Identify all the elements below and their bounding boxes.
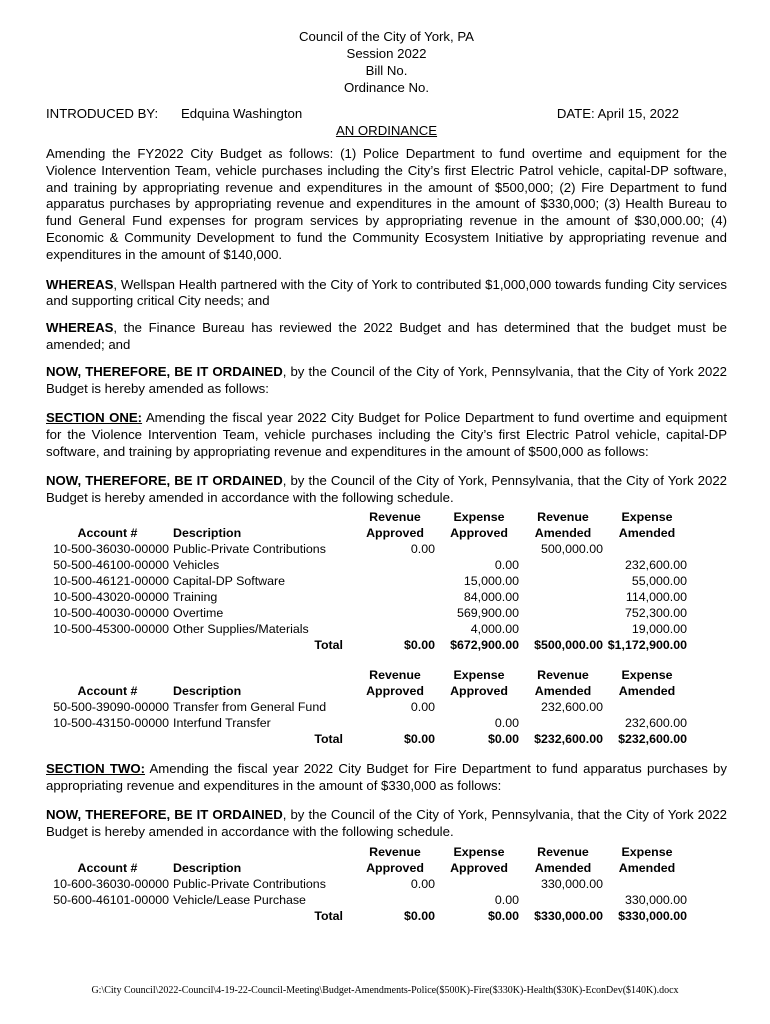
header-revenue-amended (523, 667, 607, 699)
total-revenue-approved: $0.00 (403, 638, 435, 653)
revenue-approved: 0.00 (410, 700, 435, 715)
expense-approved (439, 699, 523, 715)
ordained-paragraph-3 (46, 807, 727, 841)
header-account: Account # (77, 526, 138, 541)
header-revenue-amended-line1: Revenue (537, 510, 589, 525)
section-one-label: SECTION ONE: (46, 410, 143, 426)
total-spacer (46, 731, 173, 747)
bill-no: Bill No. (365, 63, 408, 78)
revenue-amended (523, 715, 607, 731)
account-number: 10-500-40030-00000 (53, 606, 169, 621)
header-expense-approved-line2: Approved (450, 684, 508, 699)
total-label: Total (314, 732, 343, 747)
expense-approved: 0.00 (494, 558, 519, 573)
table-row (46, 892, 691, 908)
total-row (46, 637, 691, 653)
table-header-row (46, 844, 691, 876)
header-expense-amended (607, 844, 691, 876)
header-expense-amended (607, 509, 691, 541)
account-number: 10-500-46121-00000 (53, 574, 169, 589)
header-revenue-approved (355, 844, 439, 876)
budget-table-transfer (46, 667, 727, 747)
total-revenue-amended: $500,000.00 (534, 638, 603, 653)
account-number: 10-500-43150-00000 (53, 716, 169, 731)
revenue-amended: 232,600.00 (540, 700, 603, 715)
header-revenue-amended-line2: Amended (534, 684, 592, 699)
revenue-amended (523, 589, 607, 605)
header-description: Description (173, 526, 242, 541)
account-number: 10-600-36030-00000 (53, 876, 169, 891)
header-account: Account # (77, 684, 138, 699)
whereas-paragraph-2 (46, 320, 727, 354)
expense-amended: 55,000.00 (631, 574, 687, 589)
description: Training (173, 590, 218, 605)
table-row (46, 621, 691, 637)
total-label: Total (314, 908, 343, 923)
header-revenue-amended-line2: Amended (534, 860, 592, 875)
header-revenue-approved (355, 509, 439, 541)
description: Other Supplies/Materials (173, 622, 309, 637)
whereas-label: WHEREAS (46, 276, 114, 292)
section-two-label: SECTION TWO: (46, 761, 145, 777)
header-expense-approved-line1: Expense (453, 668, 505, 683)
section-one-paragraph (46, 410, 727, 460)
revenue-approved (355, 892, 439, 908)
ordinance-date: DATE: April 15, 2022 (556, 106, 679, 121)
total-expense-amended: $1,172,900.00 (607, 638, 687, 653)
header-expense-amended-line2: Amended (618, 860, 676, 875)
header-revenue-amended (523, 844, 607, 876)
revenue-approved: 0.00 (410, 876, 435, 891)
expense-amended (607, 699, 691, 715)
ordained-label: NOW, THEREFORE, BE IT ORDAINED (46, 806, 283, 822)
revenue-amended (523, 557, 607, 573)
total-expense-amended: $330,000.00 (618, 908, 687, 923)
account-number: 50-500-46100-00000 (53, 558, 169, 573)
header-expense-approved (439, 844, 523, 876)
expense-amended: 330,000.00 (624, 892, 687, 907)
total-revenue-amended: $232,600.00 (534, 732, 603, 747)
expense-approved: 84,000.00 (463, 590, 519, 605)
table-row (46, 573, 691, 589)
account-number: 10-500-43020-00000 (53, 590, 169, 605)
expense-approved: 569,900.00 (456, 606, 519, 621)
expense-amended: 232,600.00 (624, 716, 687, 731)
table-header-row (46, 509, 691, 541)
header-expense-amended-line1: Expense (621, 510, 673, 525)
total-revenue-approved: $0.00 (403, 908, 435, 923)
revenue-amended: 500,000.00 (540, 542, 603, 557)
expense-amended: 232,600.00 (624, 558, 687, 573)
total-row (46, 908, 691, 924)
total-expense-approved: $0.00 (487, 908, 519, 923)
header-revenue-amended-line2: Amended (534, 526, 592, 541)
header-revenue-amended-line1: Revenue (537, 844, 589, 859)
description: Vehicles (173, 558, 220, 573)
description: Public-Private Contributions (173, 876, 326, 891)
description: Overtime (173, 606, 224, 621)
document-page (46, 28, 727, 924)
total-spacer (46, 908, 173, 924)
ordained-paragraph-2 (46, 473, 727, 507)
header-description: Description (173, 860, 242, 875)
expense-amended: 752,300.00 (624, 606, 687, 621)
header-account: Account # (77, 860, 138, 875)
ordained-text: , by the Council of the City of York, Pennsylvania, that the City of York 2022 Budget is hereby amended as follows: (46, 363, 727, 396)
description: Interfund Transfer (173, 716, 271, 731)
expense-approved: 4,000.00 (470, 622, 519, 637)
description: Public-Private Contributions (173, 542, 326, 557)
total-revenue-approved: $0.00 (403, 732, 435, 747)
revenue-approved (355, 573, 439, 589)
header-expense-approved-line1: Expense (453, 844, 505, 859)
expense-approved (439, 876, 523, 892)
expense-amended: 19,000.00 (631, 622, 687, 637)
expense-amended (607, 541, 691, 557)
account-number: 50-500-39090-00000 (53, 700, 169, 715)
table-row (46, 699, 691, 715)
header-expense-amended-line2: Amended (618, 684, 676, 699)
header-expense-amended (607, 667, 691, 699)
expense-approved (439, 541, 523, 557)
header-revenue-approved-line1: Revenue (369, 510, 421, 525)
table-row (46, 589, 691, 605)
header-revenue-approved-line2: Approved (366, 684, 424, 699)
table-row (46, 715, 691, 731)
budget-table-police (46, 509, 727, 653)
ordained-text: , by the Council of the City of York, Pennsylvania, that the City of York 2022 Budget is hereby amended in accordance with the following schedule. (46, 806, 727, 839)
account-number: 50-600-46101-00000 (53, 892, 169, 907)
revenue-approved: 0.00 (410, 542, 435, 557)
ordinance-no: Ordinance No. (343, 80, 430, 95)
table-row (46, 541, 691, 557)
header-revenue-amended (523, 509, 607, 541)
description: Capital-DP Software (173, 574, 286, 589)
total-expense-approved: $0.00 (487, 732, 519, 747)
header-description: Description (173, 684, 242, 699)
whereas-label: WHEREAS (46, 320, 114, 336)
expense-approved: 15,000.00 (463, 574, 519, 589)
header-expense-approved-line2: Approved (450, 860, 508, 875)
revenue-amended (523, 605, 607, 621)
section-one-text: Amending the fiscal year 2022 City Budget for Police Department to fund overtime and equipment for the Violence Intervention Team, vehicle purchases including the City’s first Electric Patrol vehicle, capital-DP software, and training by appropriating revenue and expenditures in the amount of $500,000 as follows: (46, 410, 727, 459)
table-row (46, 557, 691, 573)
budget-table (46, 509, 691, 653)
table-row (46, 876, 691, 892)
session: Session 2022 (346, 46, 427, 61)
revenue-amended (523, 621, 607, 637)
revenue-approved (355, 715, 439, 731)
introduced-by-name: Edquina Washington (181, 106, 303, 121)
header-expense-approved (439, 509, 523, 541)
amending-paragraph: Amending the FY2022 City Budget as follows: (1) Police Department to fund overtime and equipment for the Violence Intervention Team, vehicle purchases including the City’s first Electric Patrol vehicle, capital-DP software, and training by appropriating revenue and expenditures in the amount of $500,000; (2) Fire Department to fund apparatus purchases by appropriating revenue and expenditures in the amount of $330,000; (3) Health Bureau to fund General Fund expenses for program services by appropriating revenue in the amount of $30,000.00; (4) Economic & Community Development to fund the Community Ecosystem Initiative by appropriating revenue and expenditures in the amount of $140,000. (46, 146, 727, 262)
ordinance-title: AN ORDINANCE (335, 123, 438, 138)
account-number: 10-500-45300-00000 (53, 622, 169, 637)
account-number: 10-500-36030-00000 (53, 542, 169, 557)
introduced-by-row (46, 105, 727, 122)
table-row (46, 605, 691, 621)
expense-approved: 0.00 (494, 892, 519, 907)
table-header-row (46, 667, 691, 699)
header-revenue-approved-line2: Approved (366, 526, 424, 541)
header-expense-amended-line1: Expense (621, 668, 673, 683)
header-revenue-approved (355, 667, 439, 699)
ordained-label: NOW, THEREFORE, BE IT ORDAINED (46, 363, 283, 379)
budget-table (46, 844, 691, 924)
revenue-amended (523, 573, 607, 589)
header-expense-amended-line2: Amended (618, 526, 676, 541)
total-expense-amended: $232,600.00 (618, 732, 687, 747)
section-two-text: Amending the fiscal year 2022 City Budget for Fire Department to fund apparatus purchases by appropriating revenue and expenditures in the amount of $330,000 as follows: (46, 761, 727, 794)
header-revenue-approved-line2: Approved (366, 860, 424, 875)
header-expense-approved (439, 667, 523, 699)
total-revenue-amended: $330,000.00 (534, 908, 603, 923)
whereas-text: , the Finance Bureau has reviewed the 2022 Budget and has determined that the budget must be amended; and (46, 320, 727, 352)
ordained-paragraph-1 (46, 364, 727, 398)
whereas-text: , Wellspan Health partnered with the City of York to contributed $1,000,000 towards funding City services and supporting critical City needs; and (46, 276, 727, 309)
document-header (46, 28, 727, 96)
total-expense-approved: $672,900.00 (450, 638, 519, 653)
description: Vehicle/Lease Purchase (173, 892, 306, 907)
file-path-footer: G:\City Council\2022-Council\4-19-22-Council-Meeting\Budget-Amendments-Police($500K)-Fire($330K)-Health($30K)-EconDev($140K).docx (91, 985, 679, 996)
ordained-text: , by the Council of the City of York, Pennsylvania, that the City of York 2022 Budget is hereby amended in accordance with the following schedule. (46, 472, 727, 505)
total-label: Total (314, 638, 343, 653)
total-row (46, 731, 691, 747)
revenue-amended: 330,000.00 (540, 876, 603, 891)
revenue-amended (523, 892, 607, 908)
revenue-approved (355, 605, 439, 621)
introduced-by-label: INTRODUCED BY: (46, 106, 159, 121)
header-revenue-approved-line1: Revenue (369, 844, 421, 859)
revenue-approved (355, 589, 439, 605)
expense-amended: 114,000.00 (625, 590, 687, 605)
council-name: Council of the City of York, PA (299, 29, 474, 44)
description: Transfer from General Fund (173, 700, 327, 715)
whereas-paragraph-1 (46, 277, 727, 311)
expense-approved: 0.00 (494, 716, 519, 731)
total-spacer (46, 637, 173, 653)
header-expense-approved-line1: Expense (453, 510, 505, 525)
revenue-approved (355, 621, 439, 637)
header-revenue-approved-line1: Revenue (369, 668, 421, 683)
expense-amended (607, 876, 691, 892)
section-two-paragraph (46, 761, 727, 795)
ordained-label: NOW, THEREFORE, BE IT ORDAINED (46, 472, 283, 488)
header-expense-approved-line2: Approved (450, 526, 508, 541)
revenue-approved (355, 557, 439, 573)
budget-table-fire (46, 844, 727, 924)
header-revenue-amended-line1: Revenue (537, 668, 589, 683)
header-expense-amended-line1: Expense (621, 844, 673, 859)
budget-table (46, 667, 691, 747)
